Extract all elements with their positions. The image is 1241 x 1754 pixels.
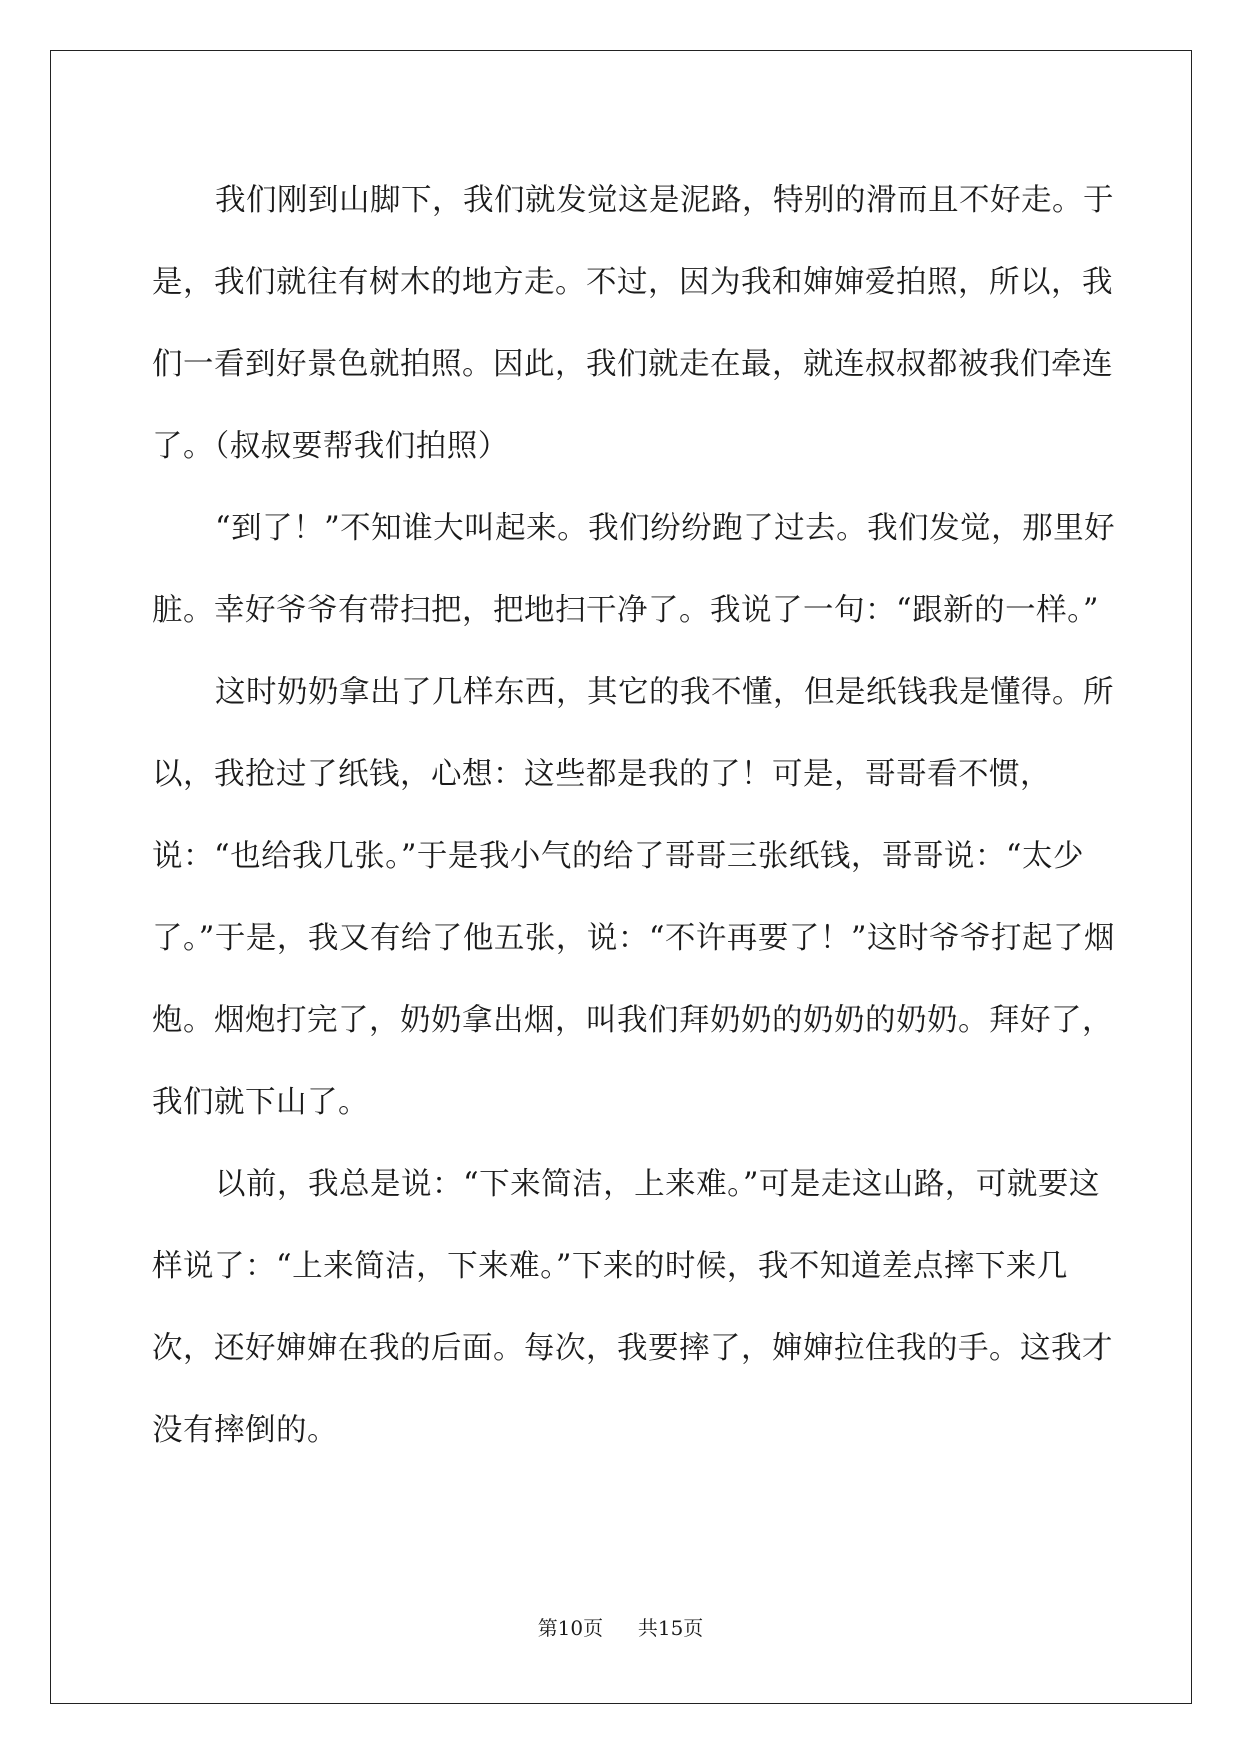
paragraph-3: 这时奶奶拿出了几样东西，其它的我不懂，但是纸钱我是懂得。所以，我抢过了纸钱，心想：这些都是我的了！可是，哥哥看不惯，说：“也给我几张。”于是我小气的给了哥哥三张纸钱，哥哥说：“太少了。”于是，我又有给了他五张，说：“不许再要了！”这时爷爷打起了烟炮。烟炮打完了，奶奶拿出烟，叫我们拜奶奶的奶奶的奶奶。拜好了，我们就下山了。 <box>152 675 1116 1120</box>
document-body <box>152 160 1118 1472</box>
paragraph-4: 以前，我总是说：“下来简洁，上来难。”可是走这山路，可就要这样说了：“上来简洁，下来难。”下来的时候，我不知道差点摔下来几次，还好婶婶在我的后面。每次，我要摔了，婶婶拉住我的手。这我才没有摔倒的。 <box>152 1167 1113 1448</box>
page-number: 第10页 <box>537 1616 604 1640</box>
paragraph-2: “到了！”不知谁大叫起来。我们纷纷跑了过去。我们发觉，那里好脏。幸好爷爷有带扫把，把地扫干净了。我说了一句：“跟新的一样。” <box>152 511 1116 628</box>
page-total: 共15页 <box>637 1616 704 1640</box>
paragraph-1: 我们刚到山脚下，我们就发觉这是泥路，特别的滑而且不好走。于是，我们就往有树木的地方走。不过，因为我和婶婶爱拍照，所以，我们一看到好景色就拍照。因此，我们就走在最，就连叔叔都被我们牵连了。（叔叔要帮我们拍照） <box>152 183 1114 464</box>
page-footer <box>0 1614 1241 1642</box>
